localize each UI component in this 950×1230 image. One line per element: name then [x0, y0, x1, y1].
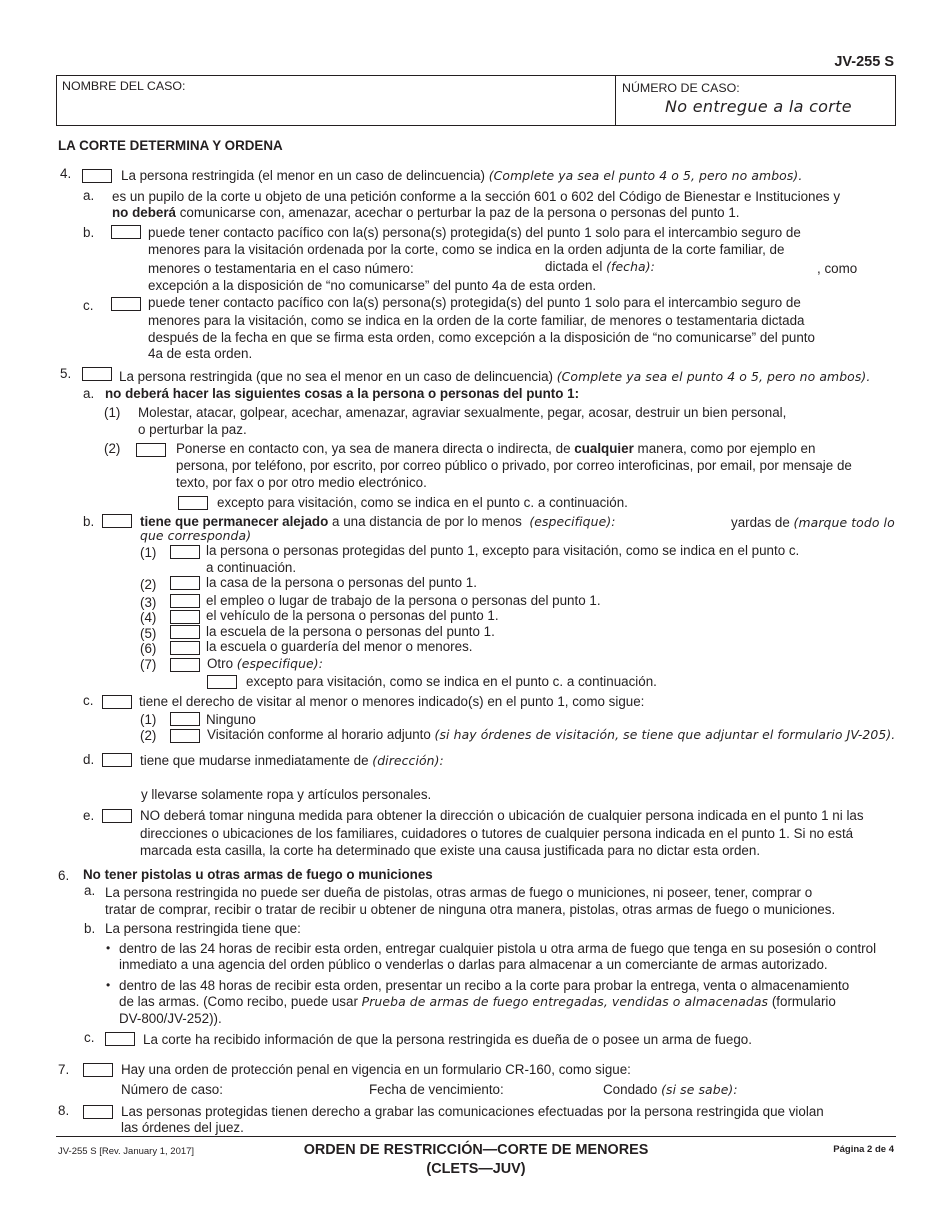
bullet-2: • — [106, 978, 111, 992]
item-5b7-number: (7) — [140, 657, 157, 672]
item-5c2-checkbox[interactable] — [170, 729, 200, 743]
bullet-1: • — [106, 941, 111, 955]
item-4a-line1: es un pupilo de la corte u objeto de una petición conforme a la sección 601 o 602 del Código de Bienestar e Instituciones y — [112, 189, 841, 204]
item-5a2-line3: texto, por fax o por otro medio electrónico. — [176, 475, 427, 490]
item-5b6-checkbox[interactable] — [170, 641, 200, 655]
item-6b-bullet2-line3: DV-800/JV-252)). — [119, 1011, 222, 1026]
item-5b-text: tiene que permanecer alejado a una distancia de por lo menos (especifique): — [140, 514, 616, 529]
item-5b-yardas: yardas de (marque todo lo — [731, 515, 895, 530]
item-5-number: 5. — [60, 366, 72, 381]
item-5e-checkbox[interactable] — [102, 809, 132, 823]
item-5c2-text: Visitación conforme al horario adjunto (si hay órdenes de visitación, se tiene que adjuntar el formulario JV-205). — [207, 727, 896, 742]
item-5b-marque-cont: que corresponda) — [140, 528, 252, 543]
item-5c2-number: (2) — [140, 728, 157, 743]
case-number-label: NÚMERO DE CASO: — [622, 81, 740, 95]
item-5a2-except-checkbox[interactable] — [178, 496, 208, 510]
item-7-checkbox[interactable] — [83, 1063, 113, 1077]
item-5e-line1: NO deberá tomar ninguna medida para obtener la dirección o ubicación de cualquier persona indicada en el punto 1 ni las — [140, 808, 864, 823]
item-5b-except-text: excepto para visitación, como se indica en el punto c. a continuación. — [246, 674, 657, 689]
item-5b1-cont: a continuación. — [206, 560, 297, 575]
item-5b2-checkbox[interactable] — [170, 576, 200, 590]
item-8-number: 8. — [58, 1103, 70, 1118]
item-5c1-number: (1) — [140, 712, 157, 727]
item-5a-letter: a. — [83, 386, 95, 401]
item-8-checkbox[interactable] — [83, 1105, 113, 1119]
item-4c-line3: después de la fecha en que se firma esta orden, como excepción a la disposición de “no comunicarse” del punto — [148, 330, 815, 345]
footer-form-code: JV-255 S [Rev. January 1, 2017] — [58, 1146, 195, 1157]
item-7-case-label: Número de caso: — [121, 1082, 223, 1097]
item-6b-bullet1-line2: inmediato a una agencia del orden público o venderlas o darlas para almacenar a un comerciante de armas autorizado. — [119, 957, 828, 972]
item-4b-line4: excepción a la disposición de “no comunicarse” del punto 4a de esta orden. — [148, 278, 597, 293]
item-4c-line2: menores para la visitación, como se indica en la orden de la corte familiar, de menores o testamentaria dictada — [148, 313, 805, 328]
item-5b2-text: la casa de la persona o personas del punto 1. — [206, 575, 477, 590]
item-6b-letter: b. — [84, 921, 96, 936]
item-5-checkbox[interactable] — [82, 367, 112, 381]
item-6c-checkbox[interactable] — [105, 1032, 135, 1046]
item-5b1-number: (1) — [140, 545, 157, 560]
item-5a2-number: (2) — [104, 441, 121, 456]
item-7-county-label: Condado (si se sabe): — [603, 1082, 738, 1097]
item-5b3-text: el empleo o lugar de trabajo de la persona o personas del punto 1. — [206, 593, 601, 608]
caption-divider — [615, 75, 616, 126]
item-5e-letter: e. — [83, 808, 95, 823]
item-6-title: No tener pistolas u otras armas de fuego o municiones — [83, 867, 433, 882]
item-4b-dictada: dictada el (fecha): — [545, 259, 655, 274]
section-heading: LA CORTE DETERMINA Y ORDENA — [58, 138, 283, 153]
item-4c-line4: 4a de esta orden. — [148, 346, 253, 361]
item-5a2-checkbox[interactable] — [136, 443, 166, 457]
item-5c-text: tiene el derecho de visitar al menor o menores indicado(s) en el punto 1, como sigue: — [139, 694, 645, 709]
item-6a-letter: a. — [84, 883, 96, 898]
item-4-checkbox[interactable] — [82, 169, 112, 183]
item-6b-bullet2-line1: dentro de las 48 horas de recibir esta orden, presentar un recibo a la corte para probar la entrega, venta o almacenamiento — [119, 978, 850, 993]
item-5b7-checkbox[interactable] — [170, 658, 200, 672]
item-5a2-line1: Ponerse en contacto con, ya sea de manera directa o indirecta, de cualquier manera, como por ejemplo en — [176, 441, 816, 456]
item-4b-line1: puede tener contacto pacífico con la(s) persona(s) protegida(s) del punto 1 solo para el intercambio seguro de — [148, 225, 801, 240]
footer-page-number: Página 2 de 4 — [833, 1144, 894, 1155]
item-5b-except-checkbox[interactable] — [207, 675, 237, 689]
form-id: JV-255 S — [834, 54, 894, 70]
item-5d-line2: y llevarse solamente ropa y artículos personales. — [141, 787, 432, 802]
item-4c-letter: c. — [83, 298, 94, 313]
item-5b6-text: la escuela o guardería del menor o menores. — [206, 639, 473, 654]
item-4b-checkbox[interactable] — [111, 225, 141, 239]
item-5d-checkbox[interactable] — [102, 753, 132, 767]
item-4b-line3: menores o testamentaria en el caso número: — [148, 261, 414, 276]
item-5d-text: tiene que mudarse inmediatamente de (dirección): — [140, 753, 444, 768]
item-5c-letter: c. — [83, 693, 94, 708]
item-4-number: 4. — [60, 166, 72, 181]
footer-title: ORDEN DE RESTRICCIÓN—CORTE DE MENORES (CLETS—JUV) — [303, 1142, 649, 1177]
item-6b-bullet2-line2: de las armas. (Como recibo, puede usar Prueba de armas de fuego entregadas, vendidas o almacenadas (formulario — [119, 994, 836, 1009]
item-5b4-checkbox[interactable] — [170, 610, 200, 624]
item-6b-bullet1-line1: dentro de las 24 horas de recibir esta orden, entregar cualquier pistola u otra arma de fuego que tenga en su posesión o control — [119, 941, 877, 956]
item-4a-line2: no deberá comunicarse con, amenazar, acechar o perturbar la paz de la persona o personas del punto 1. — [112, 205, 740, 220]
item-4c-line1: puede tener contacto pacífico con la(s) persona(s) protegida(s) del punto 1 solo para el intercambio seguro de — [148, 295, 801, 310]
item-5b6-number: (6) — [140, 641, 157, 656]
item-5a1-line2: o perturbar la paz. — [138, 422, 247, 437]
footer-rule — [56, 1136, 896, 1137]
item-5b3-checkbox[interactable] — [170, 594, 200, 608]
item-5b5-checkbox[interactable] — [170, 625, 200, 639]
item-6c-text: La corte ha recibido información de que la persona restringida es dueña de o posee un arma de fuego. — [143, 1032, 752, 1047]
item-8-line1: Las personas protegidas tienen derecho a grabar las comunicaciones efectuadas por la persona restringida que violan — [121, 1104, 824, 1119]
item-5b2-number: (2) — [140, 577, 157, 592]
item-5e-line3: marcada esta casilla, la corte ha determinado que existe una causa justificada para no dictar esta orden. — [140, 843, 761, 858]
item-5b1-text: la persona o personas protegidas del punto 1, excepto para visitación, como se indica en el punto c. — [206, 543, 800, 558]
item-6-number: 6. — [58, 868, 70, 883]
item-7-number: 7. — [58, 1062, 70, 1077]
item-5-text: La persona restringida (que no sea el menor en un caso de delincuencia) (Complete ya sea el punto 4 o 5, pero no ambos). — [119, 369, 871, 384]
item-5c-checkbox[interactable] — [102, 695, 132, 709]
case-name-label: NOMBRE DEL CASO: — [62, 79, 186, 93]
item-6a-line2: tratar de comprar, recibir o tratar de recibir u obtener de ninguna otra manera, pistolas, otras armas de fuego o municiones. — [105, 902, 836, 917]
item-5b7-text: Otro (especifique): — [207, 656, 323, 671]
item-5d-letter: d. — [83, 752, 95, 767]
item-5a2-except-text: excepto para visitación, como se indica en el punto c. a continuación. — [217, 495, 628, 510]
item-5b5-number: (5) — [140, 626, 157, 641]
item-6a-line1: La persona restringida no puede ser dueña de pistolas, otras armas de fuego o municiones, ni poseer, tener, comprar o — [105, 885, 813, 900]
case-number-value: No entregue a la corte — [665, 97, 852, 116]
item-5c1-text: Ninguno — [206, 712, 256, 727]
item-4-text: La persona restringida (el menor en un caso de delincuencia) (Complete ya sea el punto 4 o 5, pero no ambos). — [121, 168, 803, 183]
item-5a2-line2: persona, por teléfono, por escrito, por correo público o privado, por correo interoficinas, por email, por mensaje de — [176, 458, 852, 473]
item-4b-como: , como — [817, 261, 858, 276]
item-5a1-line1: Molestar, atacar, golpear, acechar, amenazar, agraviar sexualmente, pegar, acosar, destruir un bien personal, — [138, 405, 787, 420]
item-5c1-checkbox[interactable] — [170, 712, 200, 726]
item-5b-letter: b. — [83, 514, 95, 529]
item-7-expiration-label: Fecha de vencimiento: — [369, 1082, 504, 1097]
item-5b-checkbox[interactable] — [102, 514, 132, 528]
item-7-text: Hay una orden de protección penal en vigencia en un formulario CR-160, como sigue: — [121, 1062, 631, 1077]
item-6b-text: La persona restringida tiene que: — [105, 921, 301, 936]
item-4b-letter: b. — [83, 225, 95, 240]
item-5a1-number: (1) — [104, 405, 121, 420]
item-5b4-number: (4) — [140, 610, 157, 625]
item-4c-checkbox[interactable] — [111, 297, 141, 311]
item-5a-text: no deberá hacer las siguientes cosas a la persona o personas del punto 1: — [105, 386, 580, 401]
item-5b4-text: el vehículo de la persona o personas del punto 1. — [206, 608, 499, 623]
item-5e-line2: direcciones o ubicaciones de los familiares, cuidadores o tutores de cualquier persona indicada en el punto 1. Si no está — [140, 826, 854, 841]
item-5b1-checkbox[interactable] — [170, 545, 200, 559]
item-8-line2: las órdenes del juez. — [121, 1120, 244, 1135]
item-6c-letter: c. — [84, 1030, 95, 1045]
item-5b5-text: la escuela de la persona o personas del punto 1. — [206, 624, 495, 639]
item-4b-line2: menores para la visitación ordenada por la corte, como se indica en la orden adjunta de la corte familiar, de — [148, 242, 785, 257]
item-5b3-number: (3) — [140, 595, 157, 610]
item-4a-letter: a. — [83, 188, 95, 203]
